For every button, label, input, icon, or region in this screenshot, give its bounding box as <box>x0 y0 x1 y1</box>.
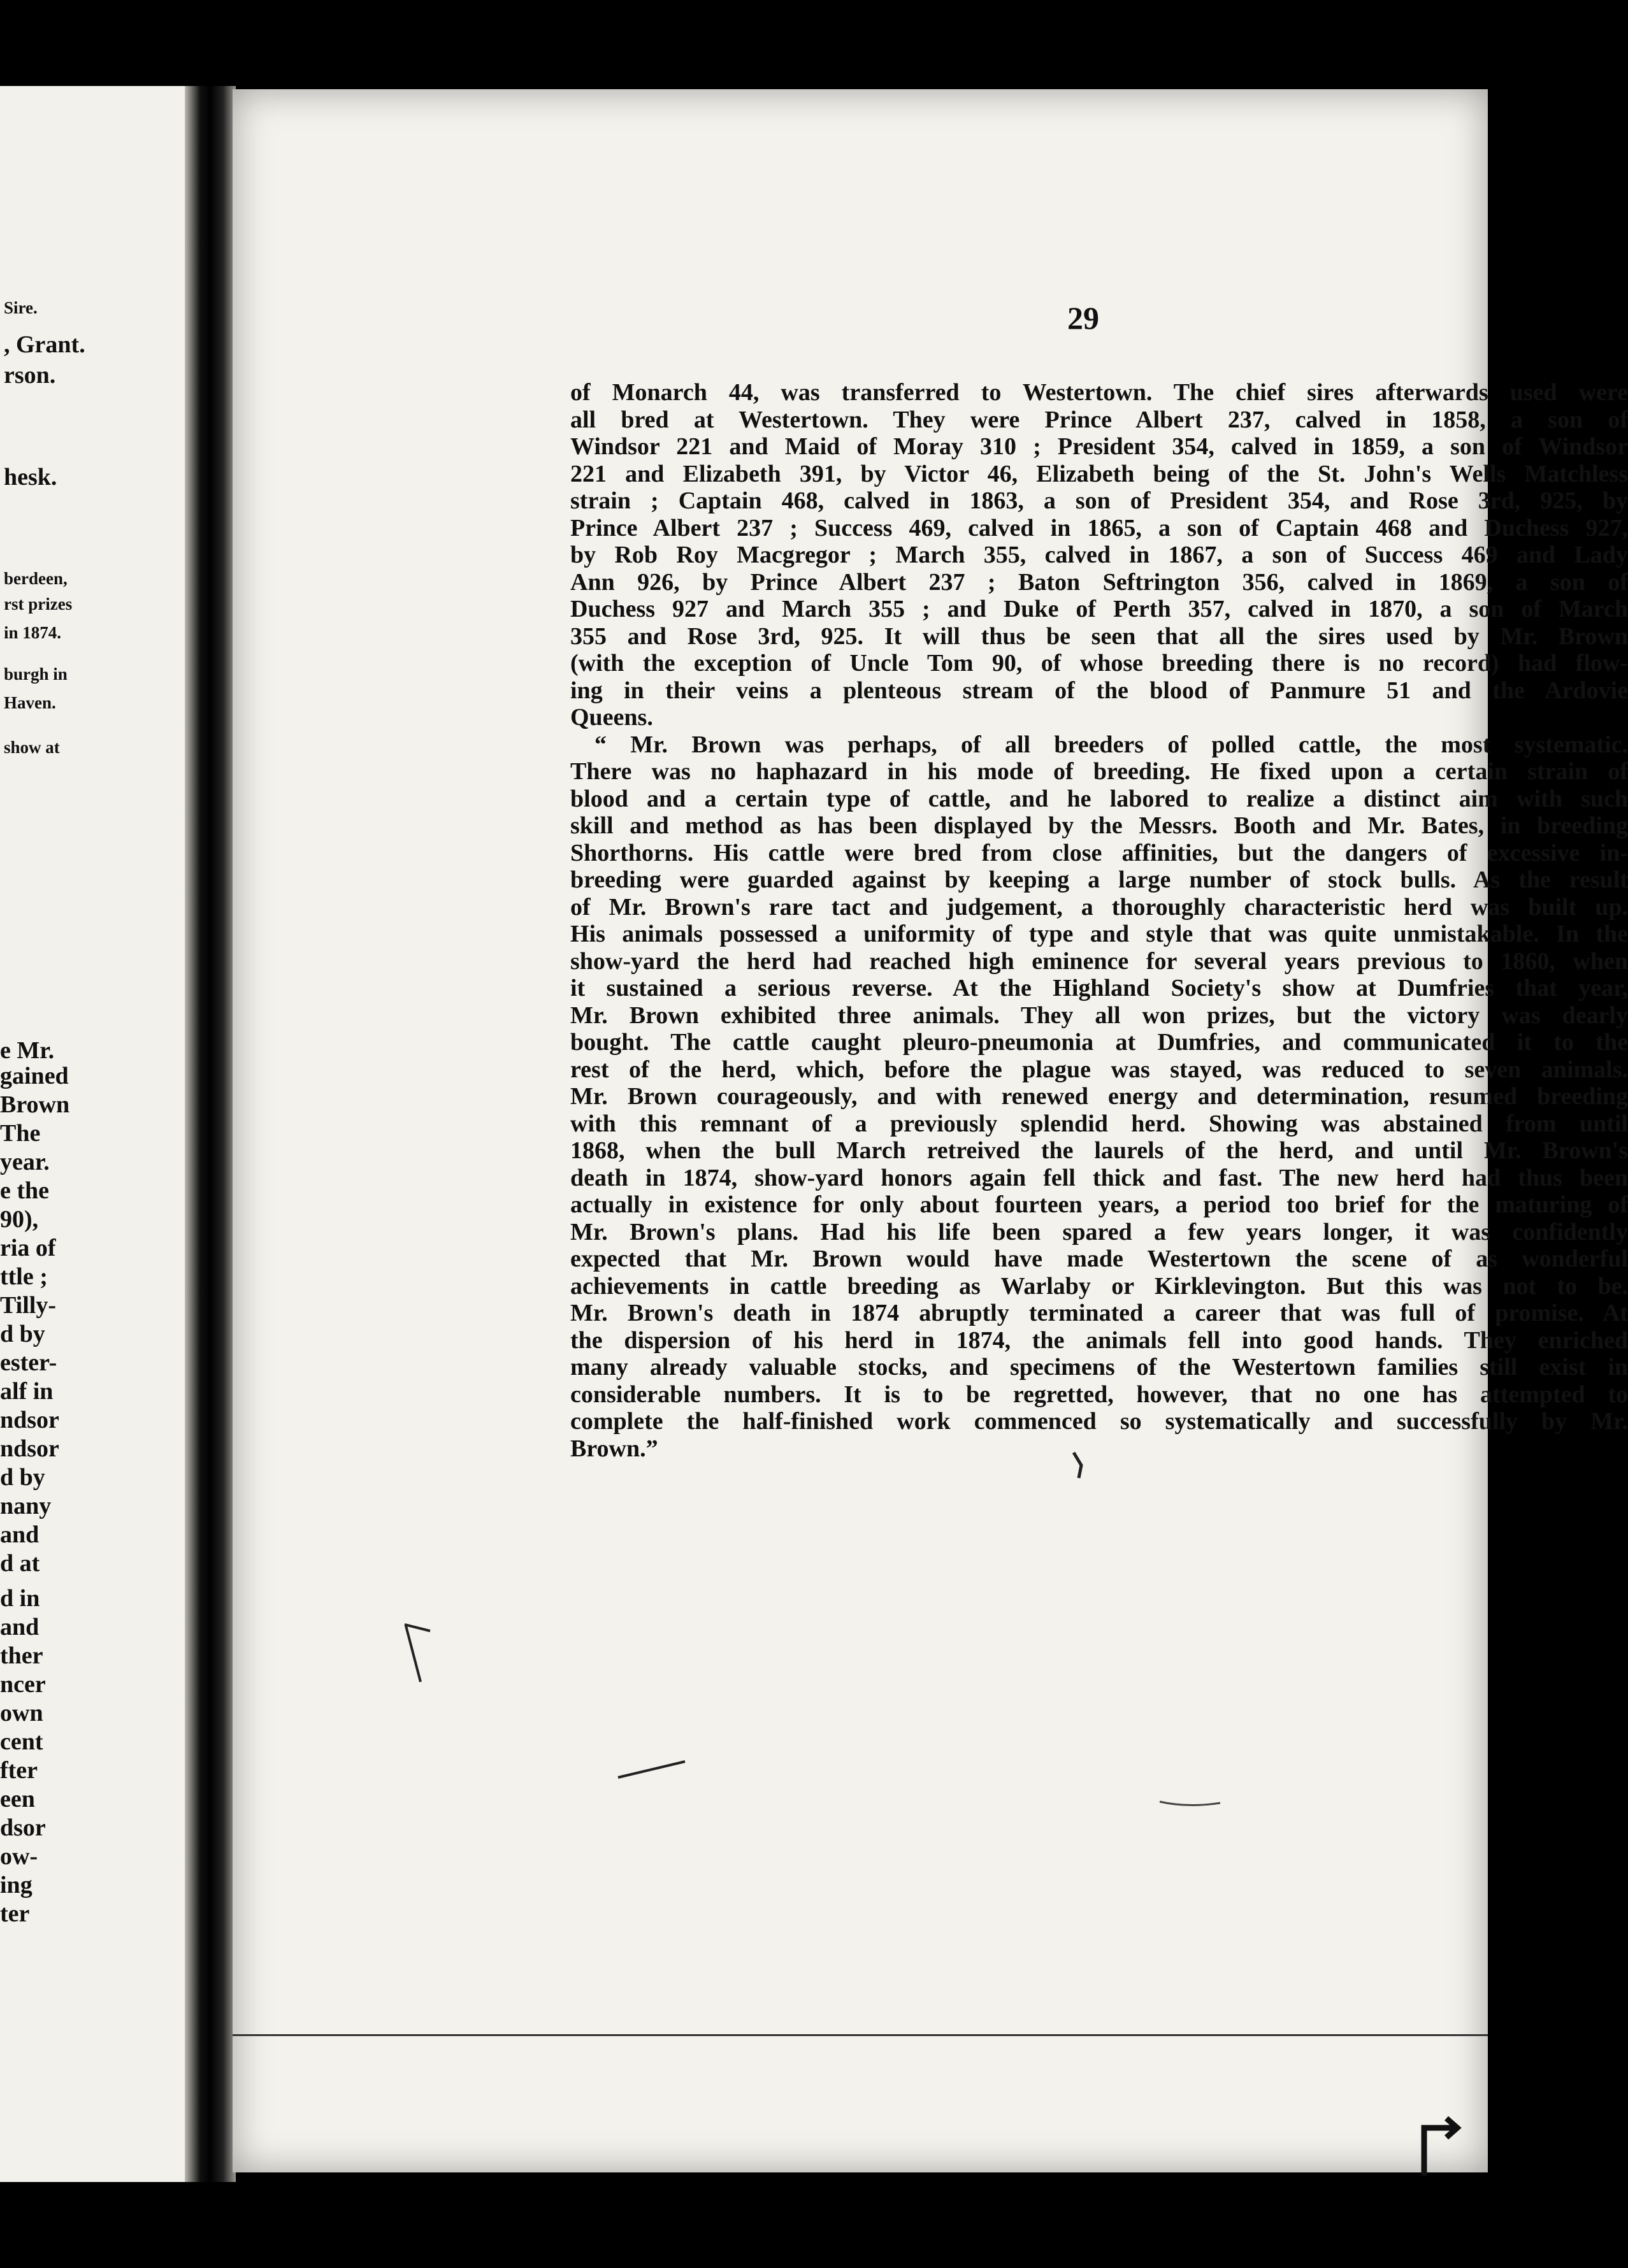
adjacent-page-text: e the <box>0 1177 50 1204</box>
text-line: achievements in cattle breeding as Warlaby or Kirklevington. But this was not to be. <box>570 1272 1628 1300</box>
text-line: all bred at Westertown. They were Prince Albert 237, calved in 1858, a son of <box>570 406 1628 433</box>
text-line: Mr. Brown exhibited three animals. They all won prizes, but the victory was dearly <box>570 1001 1628 1029</box>
adjacent-page-text: Tilly- <box>0 1292 56 1319</box>
adjacent-page-text: show at <box>4 738 60 757</box>
adjacent-page-text: nany <box>0 1493 52 1519</box>
text-line: considerable numbers. It is to be regretted, however, that no one has attempted to <box>570 1381 1628 1408</box>
text-line: 221 and Elizabeth 391, by Victor 46, Elizabeth being of the St. John's Wells Matchless <box>570 460 1628 487</box>
adjacent-page-text: ester- <box>0 1349 57 1376</box>
adjacent-page-text: ing <box>0 1872 32 1898</box>
text-line: Shorthorns. His cattle were bred from close affinities, but the dangers of excessive in- <box>570 839 1628 866</box>
text-line: Mr. Brown's death in 1874 abruptly terminated a career that was full of promise. At <box>570 1300 1628 1326</box>
adjacent-page-text: rst prizes <box>4 594 73 614</box>
stray-mark <box>615 1758 691 1784</box>
adjacent-page-text: d by <box>0 1464 45 1491</box>
corner-arrow-icon <box>1418 2109 1469 2179</box>
adjacent-page-text: dsor <box>0 1814 46 1841</box>
text-line: of Monarch 44, was transferred to Westertown. The chief sires afterwards used were <box>570 379 1628 406</box>
stray-mark <box>398 1618 443 1688</box>
text-line: skill and method as has been displayed by the Messrs. Booth and Mr. Bates, in breeding <box>570 812 1628 839</box>
adjacent-page-text: cent <box>0 1728 43 1755</box>
adjacent-page-text: own <box>0 1700 43 1726</box>
adjacent-page-text: d by <box>0 1321 45 1347</box>
adjacent-page-text: berdeen, <box>4 569 68 588</box>
adjacent-page-text: ter <box>0 1900 30 1927</box>
body-text <box>570 379 1628 1462</box>
text-line: strain ; Captain 468, calved in 1863, a son of President 354, and Rose 3rd, 925, by <box>570 487 1628 514</box>
adjacent-page-text: hesk. <box>4 464 57 491</box>
text-line: Mr. Brown's plans. Had his life been spared a few years longer, it was confidently <box>570 1218 1628 1245</box>
text-line: 1868, when the bull March retreived the laurels of the herd, and until Mr. Brown's <box>570 1137 1628 1164</box>
text-line: There was no haphazard in his mode of breeding. He fixed upon a certain strain of <box>570 758 1628 785</box>
stray-mark <box>1067 1446 1093 1484</box>
text-line: expected that Mr. Brown would have made Westertown the scene of as wonderful <box>570 1245 1628 1272</box>
adjacent-page-text: alf in <box>0 1378 54 1405</box>
text-line: 355 and Rose 3rd, 925. It will thus be seen that all the sires used by Mr. Brown <box>570 622 1628 650</box>
adjacent-page-text: d in <box>0 1585 40 1612</box>
horizontal-rule <box>233 2034 1488 2036</box>
text-line: rest of the herd, which, before the plague was stayed, was reduced to seven animals. <box>570 1056 1628 1083</box>
text-line: “ Mr. Brown was perhaps, of all breeders of polled cattle, the most systematic. <box>594 731 1628 758</box>
adjacent-page-text: e Mr. <box>0 1037 55 1064</box>
adjacent-page-text: The <box>0 1120 41 1147</box>
adjacent-page-fragment <box>0 86 191 2182</box>
text-line: show-yard the herd had reached high eminence for several years previous to 1860, when <box>570 947 1628 975</box>
adjacent-page-text: ndsor <box>0 1407 59 1433</box>
adjacent-page-text: Sire. <box>4 298 38 317</box>
adjacent-page-text: burgh in <box>4 664 68 684</box>
text-line: many already valuable stocks, and specimens of the Westertown families still exist in <box>570 1354 1628 1381</box>
text-line: (with the exception of Uncle Tom 90, of whose breeding there is no record) had flow- <box>570 650 1628 677</box>
text-line: Queens. <box>570 704 653 731</box>
text-line: of Mr. Brown's rare tact and judgement, a thoroughly characteristic herd was built up. <box>570 893 1628 921</box>
adjacent-page-text: Brown <box>0 1091 70 1118</box>
adjacent-page-text: ow- <box>0 1843 38 1870</box>
text-line: death in 1874, show-yard honors again fell thick and fast. The new herd had thus been <box>570 1164 1628 1191</box>
text-line: blood and a certain type of cattle, and he labored to realize a distinct aim with such <box>570 785 1628 812</box>
adjacent-page-text: een <box>0 1786 35 1812</box>
adjacent-page-text: , Grant. <box>4 331 85 358</box>
adjacent-page-text: ttle ; <box>0 1263 48 1290</box>
text-line: it sustained a serious reverse. At the Highland Society's show at Dumfries that year, <box>570 975 1628 1001</box>
text-line: bought. The cattle caught pleuro-pneumonia at Dumfries, and communicated it to the <box>570 1029 1628 1056</box>
adjacent-page-text: and <box>0 1521 40 1548</box>
adjacent-page-text: in 1874. <box>4 623 62 642</box>
adjacent-page-text: ther <box>0 1642 43 1669</box>
page-number: 29 <box>1067 300 1099 336</box>
text-line: Duchess 927 and March 355 ; and Duke of Perth 357, calved in 1870, a son of March <box>570 596 1628 622</box>
book-gutter <box>185 86 236 2182</box>
adjacent-page-text: d at <box>0 1550 40 1577</box>
text-line: actually in existence for only about fourteen years, a period too brief for the maturing of <box>570 1191 1628 1218</box>
text-line: Ann 926, by Prince Albert 237 ; Baton Seftrington 356, calved in 1869, a son of <box>570 568 1628 596</box>
adjacent-page-text: year. <box>0 1149 50 1175</box>
book-page <box>233 89 1628 2172</box>
adjacent-page-text: Haven. <box>4 693 56 712</box>
text-line: Brown.” <box>570 1435 658 1462</box>
adjacent-page-text: fter <box>0 1757 38 1784</box>
text-line: Mr. Brown courageously, and with renewed energy and determination, resumed breeding <box>570 1083 1628 1110</box>
text-line: Windsor 221 and Maid of Moray 310 ; President 354, calved in 1859, a son of Windsor <box>570 433 1628 460</box>
adjacent-page-text: and <box>0 1614 40 1640</box>
stray-mark <box>1156 1797 1227 1809</box>
text-line: by Rob Roy Macgregor ; March 355, calved in 1867, a son of Success 469 and Lady <box>570 542 1628 568</box>
text-line: with this remnant of a previously splendid herd. Showing was abstained from until <box>570 1110 1628 1137</box>
adjacent-page-text: ncer <box>0 1671 46 1698</box>
adjacent-page-text: 90), <box>0 1206 39 1233</box>
text-line: ing in their veins a plenteous stream of the blood of Panmure 51 and the Ardovie <box>570 677 1628 704</box>
text-line: complete the half-finished work commenced so systematically and successfully by Mr. <box>570 1408 1628 1435</box>
adjacent-page-text: gained <box>0 1063 69 1089</box>
adjacent-page-text: rson. <box>4 362 56 389</box>
text-line: His animals possessed a uniformity of type and style that was quite unmistakable. In the <box>570 921 1628 947</box>
text-line: breeding were guarded against by keeping a large number of stock bulls. As the result <box>570 866 1628 893</box>
adjacent-page-text: ndsor <box>0 1435 59 1462</box>
adjacent-page-text: ria of <box>0 1235 56 1261</box>
text-line: Prince Albert 237 ; Success 469, calved in 1865, a son of Captain 468 and Duchess 927, <box>570 514 1628 542</box>
text-line: the dispersion of his herd in 1874, the animals fell into good hands. They enriched <box>570 1326 1628 1354</box>
